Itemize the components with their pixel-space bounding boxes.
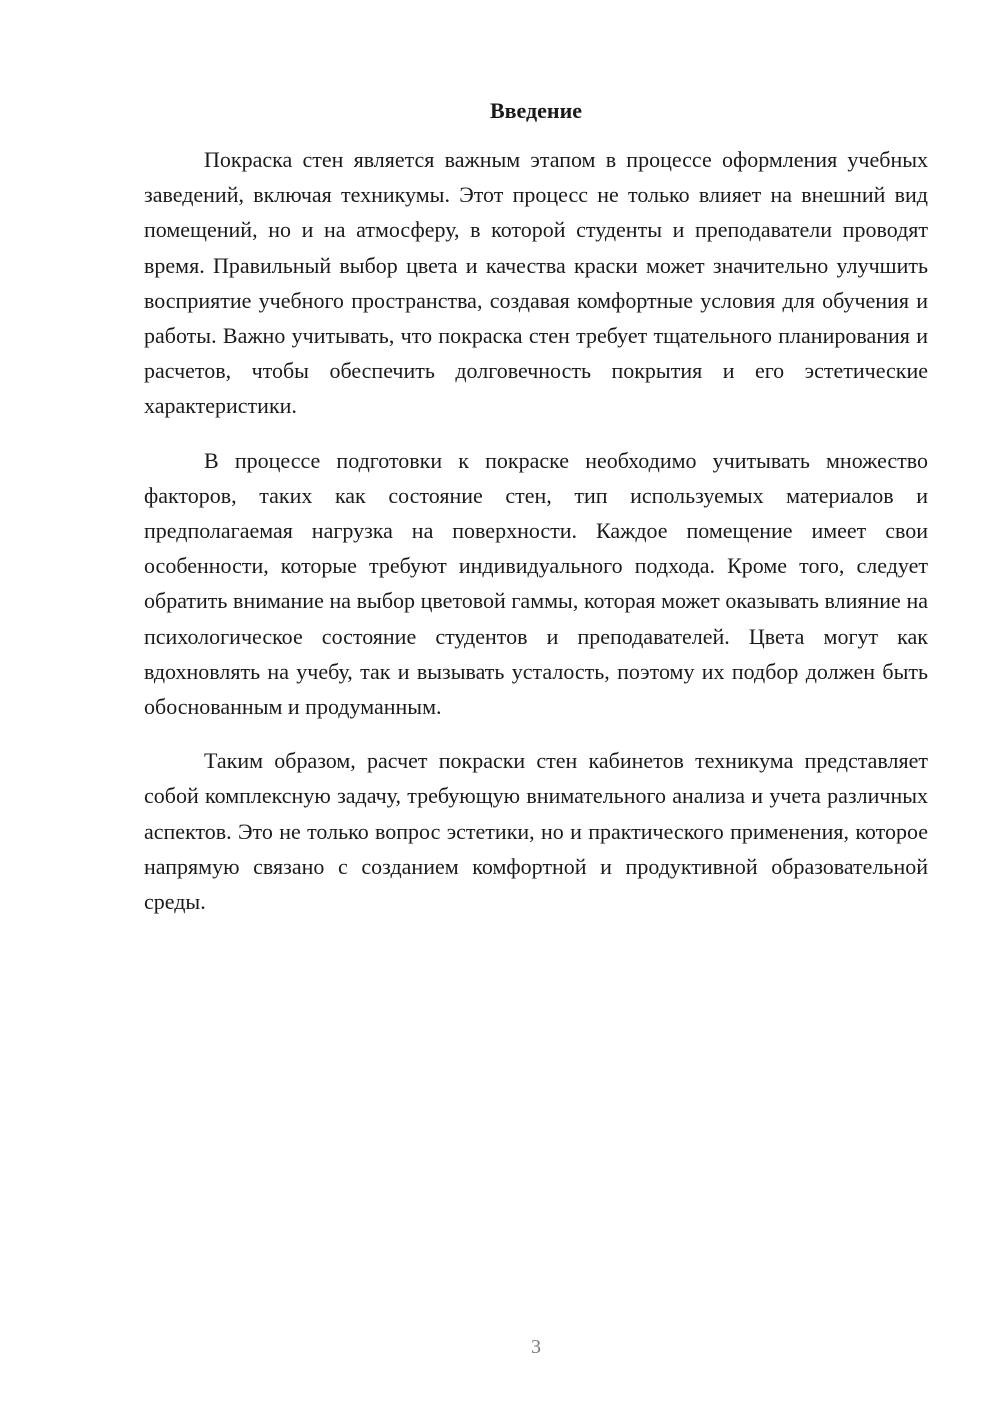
section-heading: Введение xyxy=(489,98,583,123)
body-text xyxy=(144,142,928,938)
page-number: 3 xyxy=(531,1336,541,1358)
paragraph-2: В процессе подготовки к покраске необходимо учитывать множество факторов, таких как состояние стен, тип используемых материалов и предполагаемая нагрузка на поверхности. Каждое помещение имеет свои особенности, которые требуют индивидуального подхода. Кроме того, следует обратить внимание на выбор цветовой гаммы, которая может оказывать влияние на психологическое состояние студентов и преподавателей. Цвета могут как вдохновлять на учебу, так и вызывать усталость, поэтому их подбор должен быть обоснованным и продуманным. xyxy=(144,447,928,720)
paragraph-3: Таким образом, расчет покраски стен кабинетов техникума представляет собой комплексную задачу, требующую внимательного анализа и учета различных аспектов. Это не только вопрос эстетики, но и практического применения, которое напрямую связано с созданием комфортной и продуктивной образовательной среды. xyxy=(144,748,928,915)
paragraph-1: Покраска стен является важным этапом в процессе оформления учебных заведений, включая техникумы. Этот процесс не только влияет на внешний вид помещений, но и на атмосферу, в которой студенты и преподаватели проводят время. Правильный выбор цвета и качества краски может значительно улучшить восприятие учебного пространства, создавая комфортные условия для обучения и работы. Важно учитывать, что покраска стен требует тщательного планирования и расчетов, чтобы обеспечить долговечность покрытия и его эстетические характеристики. xyxy=(144,147,928,419)
